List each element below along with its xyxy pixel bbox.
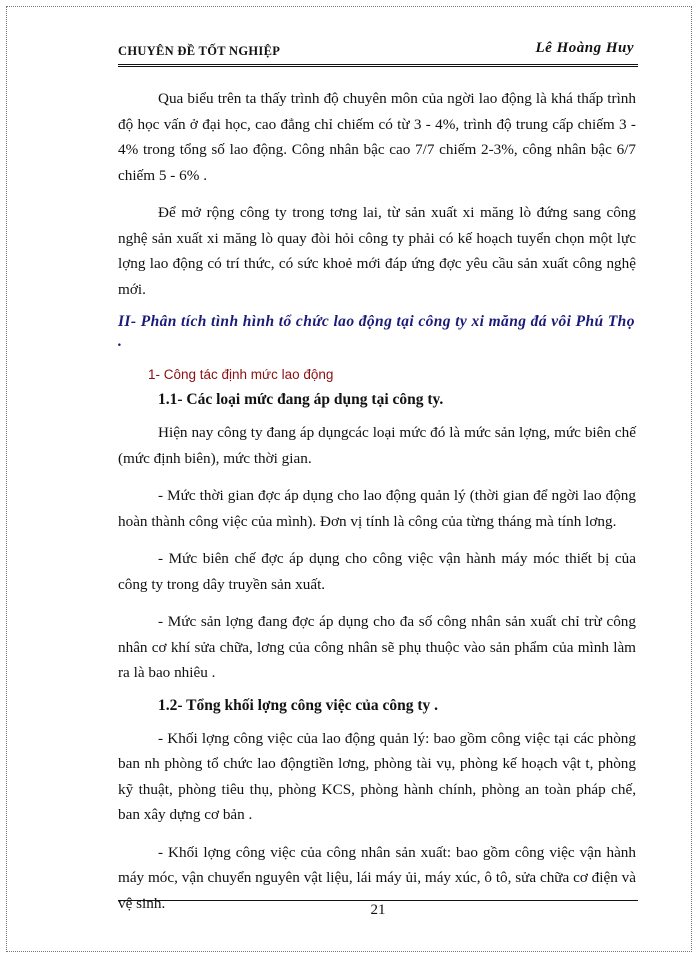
paragraph-output-norm: - Mức sản lợng đang đợc áp dụng cho đa số công nhân sản xuất chỉ trừ công nhân cơ khí sửa chữa, lơng của công nhân sẽ phụ thuộc vào sản phẩm của mình làm ra là bao nhiêu . <box>118 613 636 681</box>
paragraph-norm-types: Hiện nay công ty đang áp dụngcác loại mức đó là mức sản lợng, mức biên chế (mức định biên), mức thời gian. <box>118 424 636 467</box>
page-header <box>118 38 638 64</box>
document-type-title: CHUYÊN ĐỀ TỐT NGHIỆP <box>118 44 281 58</box>
footer-rule <box>118 900 638 901</box>
author-name: Lê Hoàng Huy <box>535 40 634 56</box>
subsection-heading-1-2: 1.2- Tổng khối lợng công việc của công ty . <box>158 696 438 714</box>
paragraph-time-norm: - Mức thời gian đợc áp dụng cho lao động quản lý (thời gian để ngời lao động hoàn thành công việc của mình). Đơn vị tính là công của từng tháng mà tính lơng. <box>118 487 636 530</box>
header-rule <box>118 64 638 65</box>
page-number: 21 <box>370 902 386 918</box>
page-body <box>118 86 636 916</box>
header-rule-secondary <box>118 66 638 67</box>
paragraph-qualification-summary: Qua biểu trên ta thấy trình độ chuyên môn của ngời lao động là khá thấp trình độ học vấn ở đại học, cao đẳng chỉ chiếm có từ 3 - 4%, trình độ trung cấp chiếm 3 - 4% trong tổng số lao động. Công nhân bậc cao 7/7 chiếm 2-3%, công nhân bậc 6/7 chiếm 5 - 6% . <box>118 90 636 184</box>
paragraph-staffing-norm: - Mức biên chế đợc áp dụng cho công việc vận hành máy móc thiết bị của công ty trong dây truyền sản xuất. <box>118 550 636 593</box>
subsection-heading-1: 1- Công tác định mức lao động <box>148 367 334 382</box>
subsection-heading-1-1: 1.1- Các loại mức đang áp dụng tại công ty. <box>158 391 444 408</box>
paragraph-expansion-plan: Để mở rộng công ty trong tơng lai, từ sản xuất xi măng lò đứng sang công nghệ sản xuất xi măng lò quay đòi hỏi công ty phải có kế hoạch tuyển chọn một lực lợng lao động có trí thức, có sức khoẻ mới đáp ứng đợc yêu cầu sản xuất công nghệ mới. <box>118 204 636 298</box>
paragraph-production-workload: - Khối lợng công việc của công nhân sản xuất: bao gồm công việc vận hành máy móc, vận chuyển nguyên vật liệu, lái máy ủi, máy xúc, ô tô, sửa chữa cơ điện và vệ sinh. <box>118 843 636 912</box>
paragraph-management-workload: - Khối lợng công việc của lao động quản lý: bao gồm công việc tại các phòng ban nh phòng tổ chức lao độngtiền lơng, phòng tài vụ, phòng kế hoạch vật t, phòng kỹ thuật, phòng tiêu thụ, phòng KCS, phòng hành chính, phòng an toàn pháp chế, ban xây dựng cơ bản . <box>118 729 636 823</box>
section-heading: II- Phân tích tình hình tổ chức lao động tại công ty xi măng đá vôi Phú Thọ . <box>118 313 635 350</box>
